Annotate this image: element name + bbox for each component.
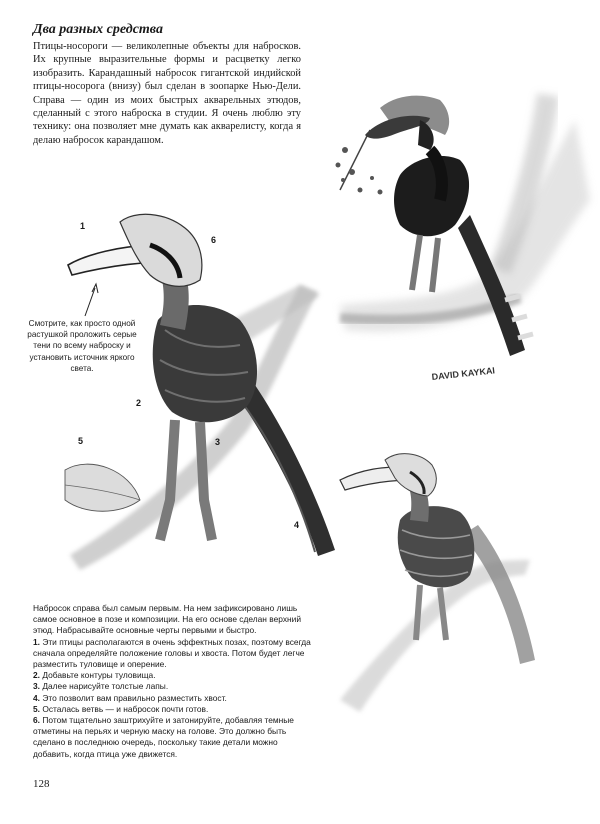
step-4-text: Это позволит вам правильно разместить хвост. <box>42 692 227 703</box>
step-6-number: 6. <box>33 715 40 726</box>
section-heading: Два разных средства <box>33 22 163 37</box>
step-1-number: 1. <box>33 636 40 647</box>
small-pencil-hornbill-sketch <box>340 454 535 712</box>
step-6 <box>33 715 311 760</box>
shading-callout: Смотрите, как просто одной растушкой проложить серые тени по всему наброску и установить источник яркого света. <box>27 319 137 373</box>
step-3-number: 3. <box>33 681 40 692</box>
sketch-steps <box>33 603 311 760</box>
steps-intro: Набросок справа был самым первым. На нем зафиксировано лишь самое основное в позе и композиции. На его основе сделан верхний этюд. Набрасывайте основные черты первыми и быстро. <box>33 603 302 636</box>
step-6-text: Потом тщательно заштрихуйте и затонируйте, добавляя темные отметины на перьях и черную маску на голове. Это должно быть сделано в последнюю очередь, поскольку такие детали можно добавить, когда птица уже движется. <box>33 715 294 759</box>
watercolor-hornbill-illustration <box>336 95 591 382</box>
step-3-text: Далее нарисуйте толстые лапы. <box>42 681 169 692</box>
step-5-text: Осталась ветвь — и набросок почти готов. <box>42 703 209 714</box>
step-3 <box>33 681 311 692</box>
step-2-number: 2. <box>33 670 40 681</box>
step-2 <box>33 670 311 681</box>
step-2-text: Добавьте контуры туловища. <box>42 670 156 681</box>
intro-paragraph: Птицы-носороги — великолепные объекты для набросков. Их крупные выразительные формы и расцветку легко изобразить. Карандашный набросок гигантской индийской птицы-носорога (внизу) был сделан в зоопарке Нью-Дели. Справа — один из моих быстрых акварельных этюдов, сделанный с этого наброска в студии. Я очень люблю эту технику: она позволяет мне думать как акварелисту, когда я делаю набросок карандашом. <box>33 41 301 146</box>
step-marker-3: 3 <box>215 437 221 447</box>
page-number: 128 <box>33 778 50 790</box>
step-5 <box>33 704 311 715</box>
step-1 <box>33 637 311 671</box>
pencil-hornbill-sketch <box>65 214 335 570</box>
step-marker-4: 4 <box>294 520 300 530</box>
step-marker-1: 1 <box>80 221 86 231</box>
artist-signature: DAVID KAYKAI <box>431 365 496 382</box>
step-marker-5: 5 <box>78 436 84 446</box>
step-1-text: Эти птицы располагаются в очень эффектных позах, поэтому всегда сначала определяйте положение головы и хвоста. Потом будет легче разместить туловище и оперение. <box>33 636 311 670</box>
step-marker-6: 6 <box>211 235 217 245</box>
step-4 <box>33 693 311 704</box>
step-4-number: 4. <box>33 692 40 703</box>
step-marker-2: 2 <box>136 398 142 408</box>
step-5-number: 5. <box>33 703 40 714</box>
